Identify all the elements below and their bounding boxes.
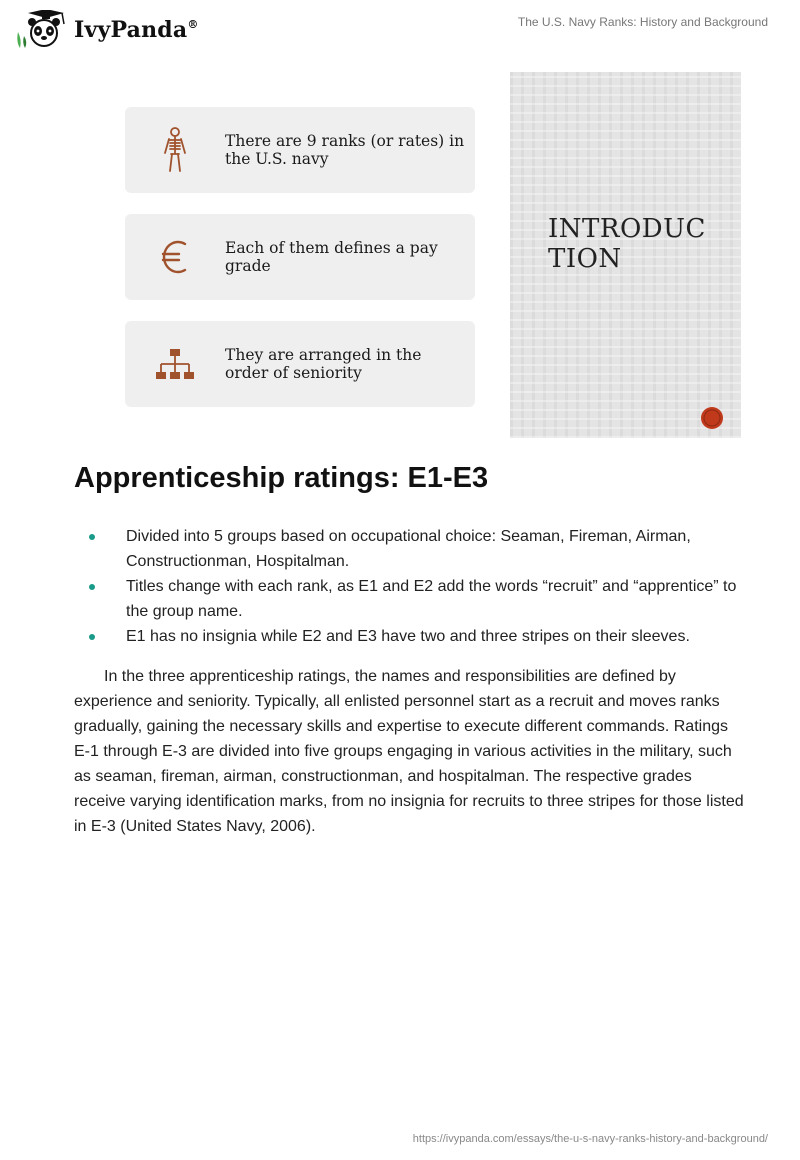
introduction-title: INTRODUC TION bbox=[548, 214, 706, 274]
bullet-dot bbox=[89, 584, 95, 590]
introduction-panel bbox=[510, 72, 741, 438]
slide-image bbox=[74, 72, 741, 438]
skeleton-icon bbox=[162, 127, 188, 173]
card-text: They are arranged in the order of seniority bbox=[225, 346, 422, 382]
source-url[interactable]: https://ivypanda.com/essays/the-u-s-navy-ranks-history-and-background/ bbox=[412, 1133, 768, 1145]
bullet-dot bbox=[89, 634, 95, 640]
body-paragraph: In the three apprenticeship ratings, the names and responsibilities are defined by experience and seniority. Typically, all enlisted personnel start as a recruit and moves ranks gradually, gaining the necessary skills and expertise to execute different commands. Ratings E-1 through E-3 are divided into five groups engaging in various activities in the military, such as seaman, fireman, airman, constructionman, and hospitalman. The respective grades receive varying identification marks, from no insignia for recruits to three stripes for those listed in E-3 (United States Navy, 2006). bbox=[74, 668, 744, 835]
card-text: Each of them defines a pay grade bbox=[225, 239, 438, 275]
list-item: Divided into 5 groups based on occupational choice: Seaman, Fireman, Airman, Constructionman, Hospitalman. bbox=[74, 524, 754, 574]
registered-mark: ® bbox=[187, 18, 199, 31]
list-item: E1 has no insignia while E2 and E3 have two and three stripes on their sleeves. bbox=[74, 624, 754, 649]
card-text: There are 9 ranks (or rates) in the U.S. navy bbox=[225, 132, 465, 168]
list-item: Titles change with each rank, as E1 and E2 add the words “recruit” and “apprentice” to the group name. bbox=[74, 574, 754, 624]
info-card-pay-grade bbox=[125, 214, 475, 300]
ivypanda-logo[interactable] bbox=[14, 10, 199, 50]
brand-name: IvyPanda bbox=[74, 17, 188, 43]
page-header bbox=[0, 0, 800, 60]
section-heading: Apprenticeship ratings: E1-E3 bbox=[74, 462, 489, 494]
panda-graduate-icon bbox=[14, 10, 72, 50]
euro-icon bbox=[160, 237, 190, 277]
hierarchy-icon bbox=[154, 347, 196, 381]
bullet-list bbox=[74, 524, 754, 649]
document-title: The U.S. Navy Ranks: History and Background bbox=[517, 15, 768, 29]
info-card-ranks bbox=[125, 107, 475, 193]
info-card-seniority bbox=[125, 321, 475, 407]
bullet-dot bbox=[89, 534, 95, 540]
red-dot-icon bbox=[700, 406, 724, 430]
